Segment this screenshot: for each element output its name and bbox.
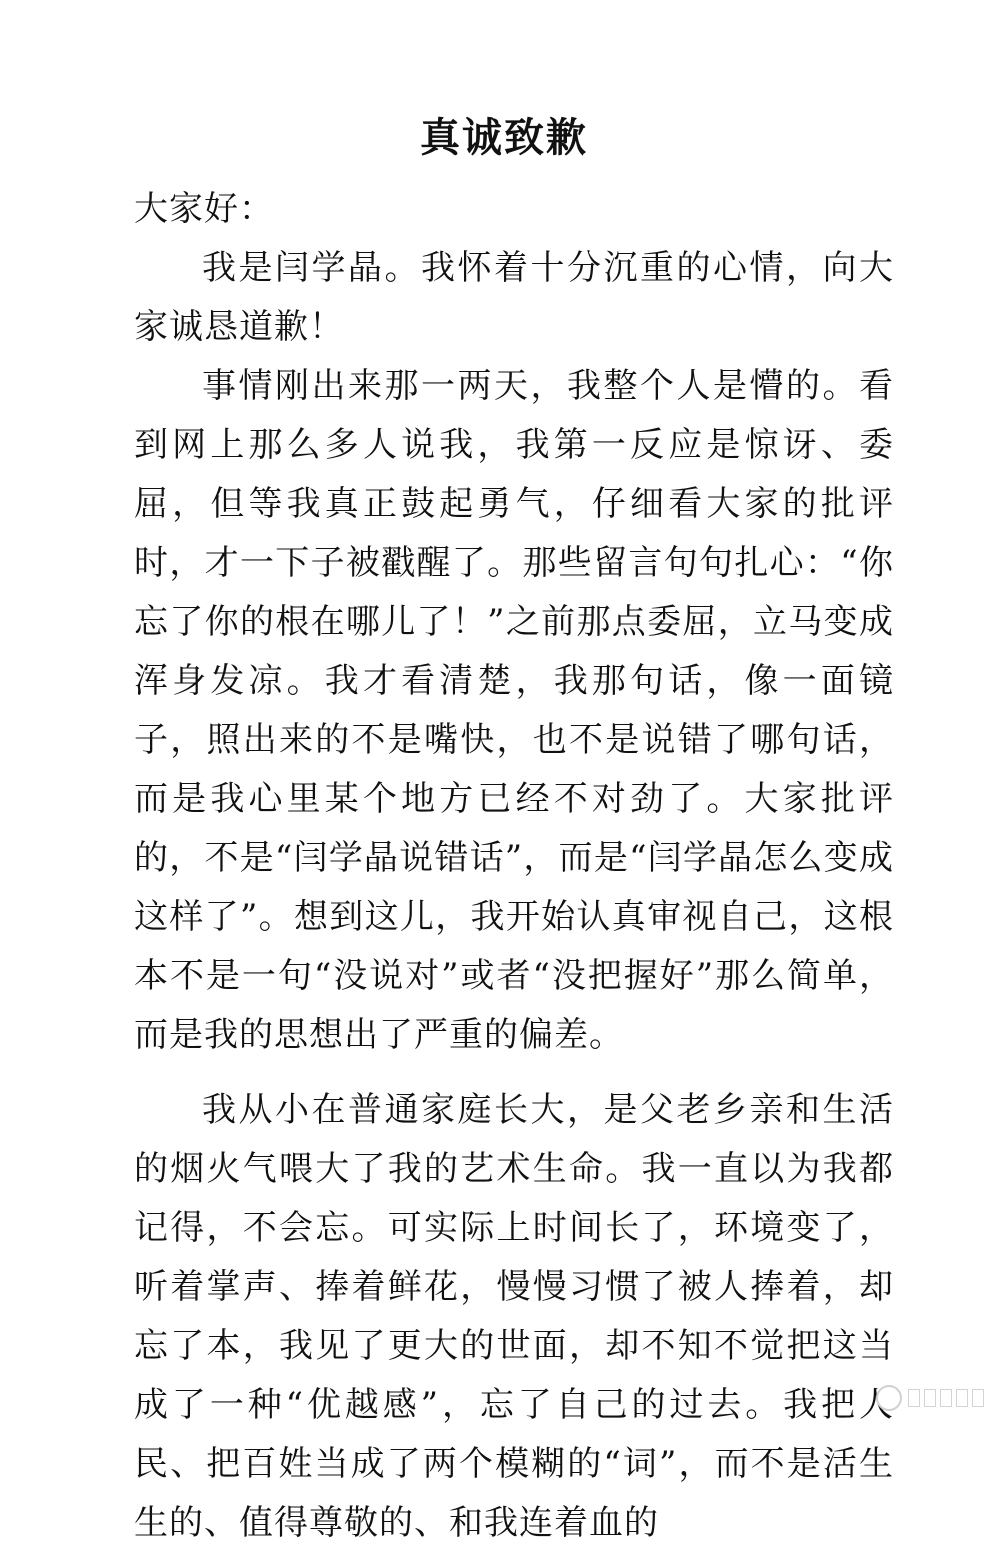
salutation: 大家好：: [134, 189, 274, 229]
watermark-bars-icon: [908, 1389, 984, 1407]
watermark-circle-icon: [876, 1385, 902, 1411]
paragraph-1: 我是闫学晶。我怀着十分沉重的心情，向大家诚恳道歉！: [134, 248, 894, 347]
paragraph-3: 我从小在普通家庭长大，是父老乡亲和生活的烟火气喂大了我的艺术生命。我一直以为我都记得，不会忘。可实际上时间长了，环境变了，听着掌声、捧着鲜花，慢慢习惯了被人捧着，却忘了本，我见了更大的世面，却不知不觉把这当成了一种“优越感”，忘了自己的过去。我把人民、把百姓当成了两个模糊的“词”，而不是活生生的、值得尊敬的、和我连着血的: [134, 1090, 894, 1543]
document-title: 真诚致歉: [420, 114, 588, 161]
watermark-logo: [876, 1385, 984, 1411]
document-body: [134, 180, 894, 1553]
paragraph-2: 事情刚出来那一两天，我整个人是懵的。看到网上那么多人说我，我第一反应是惊讶、委屈，但等我真正鼓起勇气，仔细看大家的批评时，才一下子被戳醒了。那些留言句句扎心：“你忘了你的根在哪儿了！”之前那点委屈，立马变成浑身发凉。我才看清楚，我那句话，像一面镜子，照出来的不是嘴快，也不是说错了哪句话，而是我心里某个地方已经不对劲了。大家批评的，不是“闫学晶说错话”，而是“闫学晶怎么变成这样了”。想到这儿，我开始认真审视自己，这根本不是一句“没说对”或者“没把握好”那么简单，而是我的思想出了严重的偏差。: [134, 366, 894, 1055]
